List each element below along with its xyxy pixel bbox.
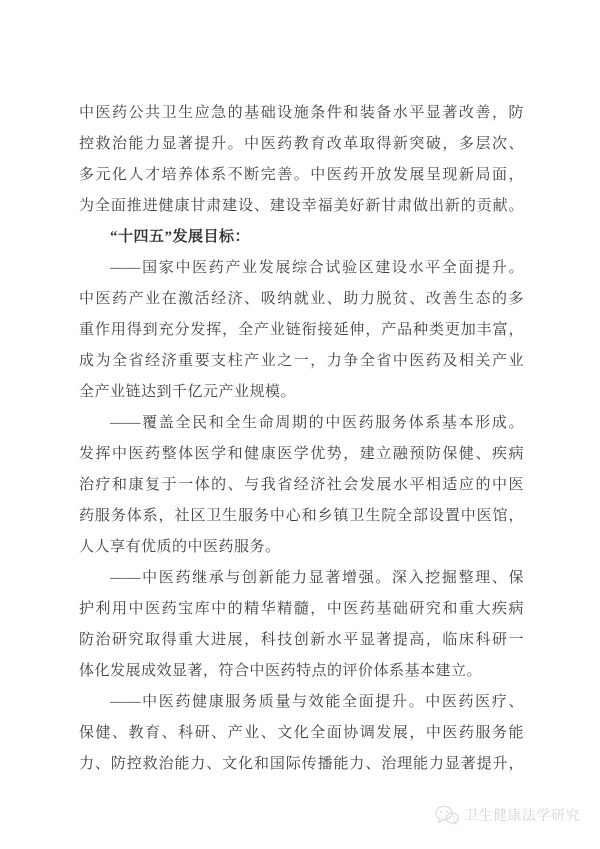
text-line: 中医药公共卫生应急的基础设施条件和装备水平显著改善，防 [79,105,524,121]
text-line: 人人享有优质的中医药服务。 [79,539,281,555]
text-line: ——中医药健康服务质量与效能全面提升。中医药医疗、 [110,694,524,710]
text-line: ——中医药继承与创新能力显著增强。深入挖掘整理、保 [110,570,524,586]
text-line: 控救治能力显著提升。中医药教育改革取得新突破，多层次、 [79,136,524,152]
text-line: 为全面推进健康甘肃建设、建设幸福美好新甘肃做出新的贡献。 [79,198,524,214]
watermark-label: 卫生健康法学研究 [464,809,580,824]
text-line: 护利用中医药宝库中的精华精髓，中医药基础研究和重大疾病 [79,601,524,617]
text-line: 全产业链达到千亿元产业规模。 [79,384,297,400]
text-line: 发挥中医药整体医学和健康医学优势，建立融预防保健、疾病 [79,446,524,462]
text-line: 药服务体系，社区卫生服务中心和乡镇卫生院全部设置中医馆， [79,508,524,524]
text-line: 保健、教育、科研、产业、文化全面协调发展，中医药服务能 [79,725,524,741]
text-line: ——覆盖全民和全生命周期的中医药服务体系基本形成。 [110,415,524,431]
watermark [435,805,580,825]
text-line: 治疗和康复于一体的、与我省经济社会发展水平相适应的中医 [79,477,524,493]
section-heading: “十四五”发展目标： [110,229,251,245]
text-line: 防治研究取得重大进展，科技创新水平显著提高，临床科研一 [79,632,524,648]
text-line: 多元化人才培养体系不断完善。中医药开放发展呈现新局面， [79,167,524,183]
text-line: 重作用得到充分发挥，全产业链衔接延伸，产品种类更加丰富， [79,322,524,338]
wechat-icon [435,805,459,825]
text-line: 成为全省经济重要支柱产业之一，力争全省中医药及相关产业 [79,353,524,369]
document-text [79,98,524,780]
text-line: 力、防控救治能力、文化和国际传播能力、治理能力显著提升， [79,756,524,772]
text-line: ——国家中医药产业发展综合试验区建设水平全面提升。 [110,260,524,276]
text-line: 中医药产业在激活经济、吸纳就业、助力脱贫、改善生态的多 [79,291,524,307]
text-line: 体化发展成效显著，符合中医药特点的评价体系基本建立。 [79,663,483,679]
